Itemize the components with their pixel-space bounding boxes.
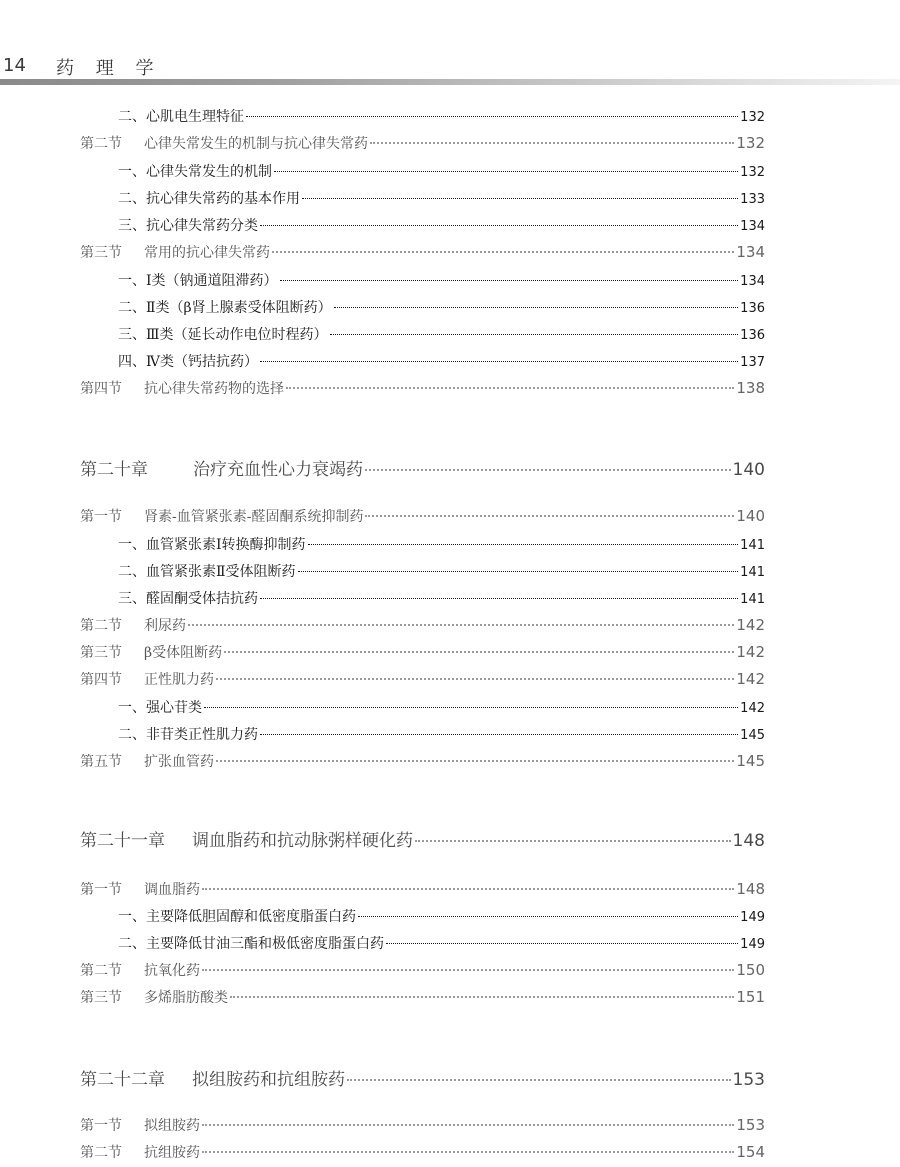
toc-entry-page: 140 — [736, 507, 765, 525]
toc-entry-number: 第二节 — [80, 963, 122, 979]
toc-entry-title: 抗心律失常药物的选择 — [144, 381, 284, 397]
dot-leader — [188, 624, 734, 626]
toc-entry-page: 133 — [740, 192, 765, 207]
dot-leader — [260, 598, 738, 599]
book-title: 药 理 学 — [56, 58, 162, 79]
toc-entry-label — [118, 188, 300, 208]
toc-entry-number: 第三节 — [80, 245, 122, 261]
toc-entry-page: 134 — [736, 243, 765, 261]
dot-leader — [274, 171, 738, 172]
toc-entry-label — [118, 697, 202, 717]
toc-entry-page: 148 — [732, 831, 765, 851]
toc-sub-entry — [118, 724, 765, 746]
toc-entry-title: β受体阻断药 — [144, 645, 223, 661]
toc-section-entry — [80, 615, 765, 637]
toc-entry-page: 154 — [736, 1143, 765, 1161]
toc-entry-label — [80, 455, 363, 480]
toc-chapter-entry — [80, 455, 765, 481]
toc-sub-entry — [118, 215, 765, 237]
toc-sub-entry — [118, 106, 765, 128]
dot-leader — [308, 544, 739, 545]
page-number: 14 — [3, 55, 26, 76]
toc-chapter-entry — [80, 1065, 765, 1091]
dot-leader — [224, 651, 734, 653]
toc-sub-entry — [118, 697, 765, 719]
toc-entry-page: 141 — [740, 592, 765, 607]
toc-sub-entry — [118, 906, 765, 928]
toc-section-entry — [80, 133, 765, 155]
toc-entry-label — [118, 161, 272, 181]
toc-entry-label — [118, 906, 356, 926]
toc-entry-label — [118, 724, 258, 744]
dot-leader — [260, 734, 738, 735]
dot-leader — [230, 996, 734, 998]
toc-entry-title: 三、抗心律失常药分类 — [118, 218, 258, 234]
dot-leader — [202, 1151, 734, 1153]
toc-sub-entry — [118, 534, 765, 556]
toc-entry-label — [80, 826, 413, 851]
toc-entry-label — [80, 1065, 345, 1090]
toc-entry-page: 132 — [740, 165, 765, 180]
toc-entry-label — [80, 960, 200, 980]
toc-sub-entry — [118, 351, 765, 373]
toc-entry-title: 调血脂药和抗动脉粥样硬化药 — [192, 831, 413, 851]
toc-entry-label — [80, 751, 214, 771]
toc-entry-title: 调血脂药 — [144, 882, 200, 898]
toc-entry-label — [118, 215, 258, 235]
toc-entry-label — [80, 642, 222, 662]
toc-entry-title: 心律失常发生的机制与抗心律失常药 — [144, 136, 368, 152]
toc-sub-entry — [118, 161, 765, 183]
toc-entry-title: 二、非苷类正性肌力药 — [118, 727, 258, 743]
toc-entry-page: 141 — [740, 565, 765, 580]
toc-entry-number: 第一节 — [80, 1118, 122, 1134]
toc-entry-page: 140 — [732, 460, 765, 480]
toc-entry-page: 142 — [736, 616, 765, 634]
toc-entry-page: 138 — [736, 379, 765, 397]
toc-entry-title: 三、醛固酮受体拮抗药 — [118, 591, 258, 607]
toc-entry-title: 抗氧化药 — [144, 963, 200, 979]
toc-entry-page: 153 — [732, 1070, 765, 1090]
toc-section-entry — [80, 1142, 765, 1164]
dot-leader — [330, 334, 739, 335]
toc-entry-label — [80, 669, 214, 689]
toc-entry-page: 137 — [740, 355, 765, 370]
toc-entry-page: 142 — [736, 643, 765, 661]
toc-entry-page: 145 — [736, 752, 765, 770]
toc-chapter-entry — [80, 826, 765, 852]
toc-entry-label — [118, 106, 244, 126]
toc-entry-label — [80, 378, 284, 398]
dot-leader — [272, 251, 734, 253]
toc-entry-label — [80, 133, 368, 153]
toc-entry-title: 二、主要降低甘油三酯和极低密度脂蛋白药 — [118, 936, 384, 952]
toc-entry-number: 第二十二章 — [80, 1070, 165, 1090]
dot-leader — [216, 760, 734, 762]
toc-section-entry — [80, 669, 765, 691]
toc-entry-title: 一、心律失常发生的机制 — [118, 164, 272, 180]
toc-entry-label — [80, 879, 200, 899]
toc-entry-label — [80, 987, 228, 1007]
toc-entry-label — [118, 933, 384, 953]
toc-entry-label — [80, 1142, 200, 1162]
toc-entry-page: 150 — [736, 961, 765, 979]
dot-leader — [347, 1079, 731, 1081]
toc-entry-number: 第二节 — [80, 618, 122, 634]
toc-entry-number: 第五节 — [80, 754, 122, 770]
toc-entry-page: 145 — [740, 728, 765, 743]
toc-entry-number: 第一节 — [80, 509, 122, 525]
dot-leader — [260, 361, 738, 362]
dot-leader — [334, 307, 739, 308]
toc-entry-page: 142 — [740, 701, 765, 716]
toc-entry-number: 第三节 — [80, 645, 122, 661]
dot-leader — [358, 916, 738, 917]
toc-entry-number: 第三节 — [80, 990, 122, 1006]
toc-entry-title: 扩张血管药 — [144, 754, 214, 770]
dot-leader — [216, 678, 734, 680]
dot-leader — [302, 198, 738, 199]
toc-entry-number: 第二十章 — [80, 460, 148, 480]
toc-sub-entry — [118, 561, 765, 583]
toc-entry-label — [118, 324, 328, 344]
dot-leader — [286, 387, 734, 389]
toc-entry-title: 拟组胺药 — [144, 1118, 200, 1134]
toc-section-entry — [80, 1115, 765, 1137]
toc-entry-page: 142 — [736, 670, 765, 688]
toc-entry-title: 正性肌力药 — [144, 672, 214, 688]
dot-leader — [365, 515, 734, 517]
toc-entry-title: 三、Ⅲ类（延长动作电位时程药） — [118, 327, 328, 343]
toc-entry-number: 第四节 — [80, 672, 122, 688]
dot-leader — [386, 943, 738, 944]
toc-entry-page: 148 — [736, 880, 765, 898]
toc-entry-title: 治疗充血性心力衰竭药 — [193, 460, 363, 480]
toc-entry-title: 二、心肌电生理特征 — [118, 109, 244, 125]
toc-section-entry — [80, 378, 765, 400]
toc-entry-title: 二、血管紧张素Ⅱ受体阻断药 — [118, 564, 296, 580]
toc-sub-entry — [118, 297, 765, 319]
dot-leader — [260, 225, 738, 226]
toc-section-entry — [80, 960, 765, 982]
toc-entry-number: 第四节 — [80, 381, 122, 397]
toc-section-entry — [80, 506, 765, 528]
toc-sub-entry — [118, 324, 765, 346]
toc-entry-page: 149 — [740, 910, 765, 925]
toc-section-entry — [80, 242, 765, 264]
toc-entry-title: 一、血管紧张素Ⅰ转换酶抑制药 — [118, 537, 306, 553]
toc-section-entry — [80, 987, 765, 1009]
dot-leader — [202, 969, 734, 971]
toc-entry-label — [80, 1115, 200, 1135]
toc-entry-number: 第一节 — [80, 882, 122, 898]
toc-entry-page: 134 — [740, 219, 765, 234]
toc-entry-label — [80, 615, 186, 635]
toc-sub-entry — [118, 933, 765, 955]
toc-sub-entry — [118, 588, 765, 610]
toc-entry-page: 149 — [740, 937, 765, 952]
toc-entry-label — [118, 297, 332, 317]
dot-leader — [415, 840, 731, 842]
toc-entry-label — [118, 534, 306, 554]
toc-entry-page: 132 — [740, 110, 765, 125]
toc-sub-entry — [118, 270, 765, 292]
toc-section-entry — [80, 642, 765, 664]
toc-entry-title: 常用的抗心律失常药 — [144, 245, 270, 261]
toc-section-entry — [80, 879, 765, 901]
dot-leader — [365, 469, 731, 471]
toc-entry-title: 二、Ⅱ类（β肾上腺素受体阻断药） — [118, 300, 332, 316]
toc-entry-label — [118, 270, 278, 290]
toc-entry-label — [118, 351, 258, 371]
toc-entry-number: 第二节 — [80, 136, 122, 152]
dot-leader — [204, 707, 738, 708]
toc-entry-title: 利尿药 — [144, 618, 186, 634]
toc-entry-title: 一、主要降低胆固醇和低密度脂蛋白药 — [118, 909, 356, 925]
toc-entry-page: 136 — [740, 328, 765, 343]
toc-entry-page: 136 — [740, 301, 765, 316]
toc-entry-title: 一、强心苷类 — [118, 700, 202, 716]
toc-entry-title: 拟组胺药和抗组胺药 — [192, 1070, 345, 1090]
toc-entry-title: 肾素-血管紧张素-醛固酮系统抑制药 — [144, 509, 364, 525]
toc-entry-label — [118, 561, 296, 581]
dot-leader — [246, 116, 738, 117]
toc-entry-label — [80, 242, 270, 262]
toc-entry-title: 多烯脂肪酸类 — [144, 990, 228, 1006]
toc-entry-page: 141 — [740, 538, 765, 553]
toc-entry-number: 第二十一章 — [80, 831, 165, 851]
toc-entry-page: 151 — [736, 988, 765, 1006]
toc-entry-number: 第二节 — [80, 1145, 122, 1161]
toc-entry-title: 四、Ⅳ类（钙拮抗药） — [118, 354, 258, 370]
toc-section-entry — [80, 751, 765, 773]
dot-leader — [202, 1124, 734, 1126]
toc-entry-title: 二、抗心律失常药的基本作用 — [118, 191, 300, 207]
toc-entry-page: 132 — [736, 134, 765, 152]
toc-entry-title: 抗组胺药 — [144, 1145, 200, 1161]
toc-entry-page: 153 — [736, 1116, 765, 1134]
toc-sub-entry — [118, 188, 765, 210]
dot-leader — [370, 142, 734, 144]
dot-leader — [280, 280, 739, 281]
toc-entry-label — [118, 588, 258, 608]
dot-leader — [298, 571, 739, 572]
toc-entry-label — [80, 506, 363, 526]
toc-entry-page: 134 — [740, 274, 765, 289]
dot-leader — [202, 888, 734, 890]
toc-entry-title: 一、Ⅰ类（钠通道阻滞药） — [118, 273, 278, 289]
